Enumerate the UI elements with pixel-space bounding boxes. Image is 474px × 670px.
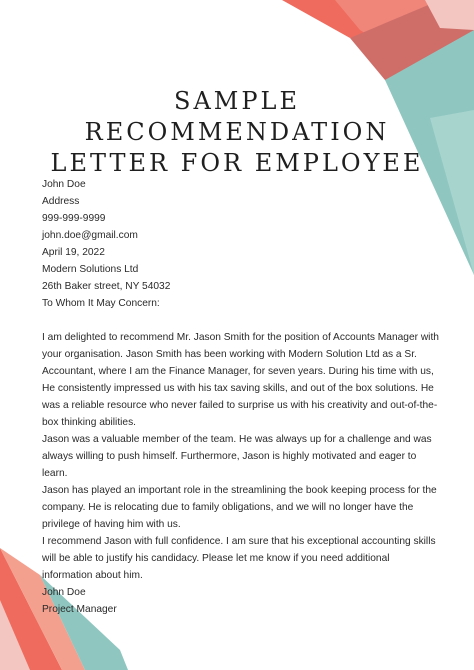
- title-line-2: RECOMMENDATION: [84, 118, 390, 146]
- title-line-1: SAMPLE: [174, 87, 300, 115]
- sender-address: Address: [42, 196, 80, 207]
- sender-block: [42, 176, 442, 312]
- recipient-street: 26th Baker street, NY 54032: [42, 281, 171, 292]
- salutation: To Whom It May Concern:: [42, 298, 160, 309]
- body-paragraph-3: Jason has played an important role in the streamlining the book keeping process for the company. He is relocating due to family obligations, and we will no longer have the privilege of having him with us.: [42, 485, 437, 530]
- spacer: [42, 312, 442, 329]
- body-paragraph-4: I recommend Jason with full confidence. I am sure that his exceptional accounting skills will be able to justify his candidacy. Please let me know if you need additional information about him.: [42, 536, 436, 581]
- signature-role: Project Manager: [42, 604, 117, 615]
- sender-name: John Doe: [42, 179, 86, 190]
- document-title: [0, 86, 474, 179]
- recipient-company: Modern Solutions Ltd: [42, 264, 139, 275]
- body-paragraph-1: I am delighted to recommend Mr. Jason Smith for the position of Accounts Manager with your organisation. Jason Smith has been working with Modern Solution Ltd as a Sr. Accountant, where I am the Finance Manager, for seven years. During his time with us, He consistently impressed us with his tax saving skills, and out of the box solutions. He was a reliable resource who never failed to surprise us with his creativity and out-of-the-box thinking abilities.: [42, 332, 439, 428]
- sender-email: john.doe@gmail.com: [42, 230, 138, 241]
- sender-phone: 999-999-9999: [42, 213, 106, 224]
- letter-date: April 19, 2022: [42, 247, 105, 258]
- letter-body: [42, 329, 442, 584]
- signature-block: [42, 584, 442, 618]
- body-paragraph-2: Jason was a valuable member of the team. He was always up for a challenge and was always willing to push himself. Furthermore, Jason is highly motivated and eager to learn.: [42, 434, 432, 479]
- signature-name: John Doe: [42, 587, 86, 598]
- title-line-3: LETTER FOR EMPLOYEE: [50, 149, 424, 177]
- letter-content: [42, 176, 442, 618]
